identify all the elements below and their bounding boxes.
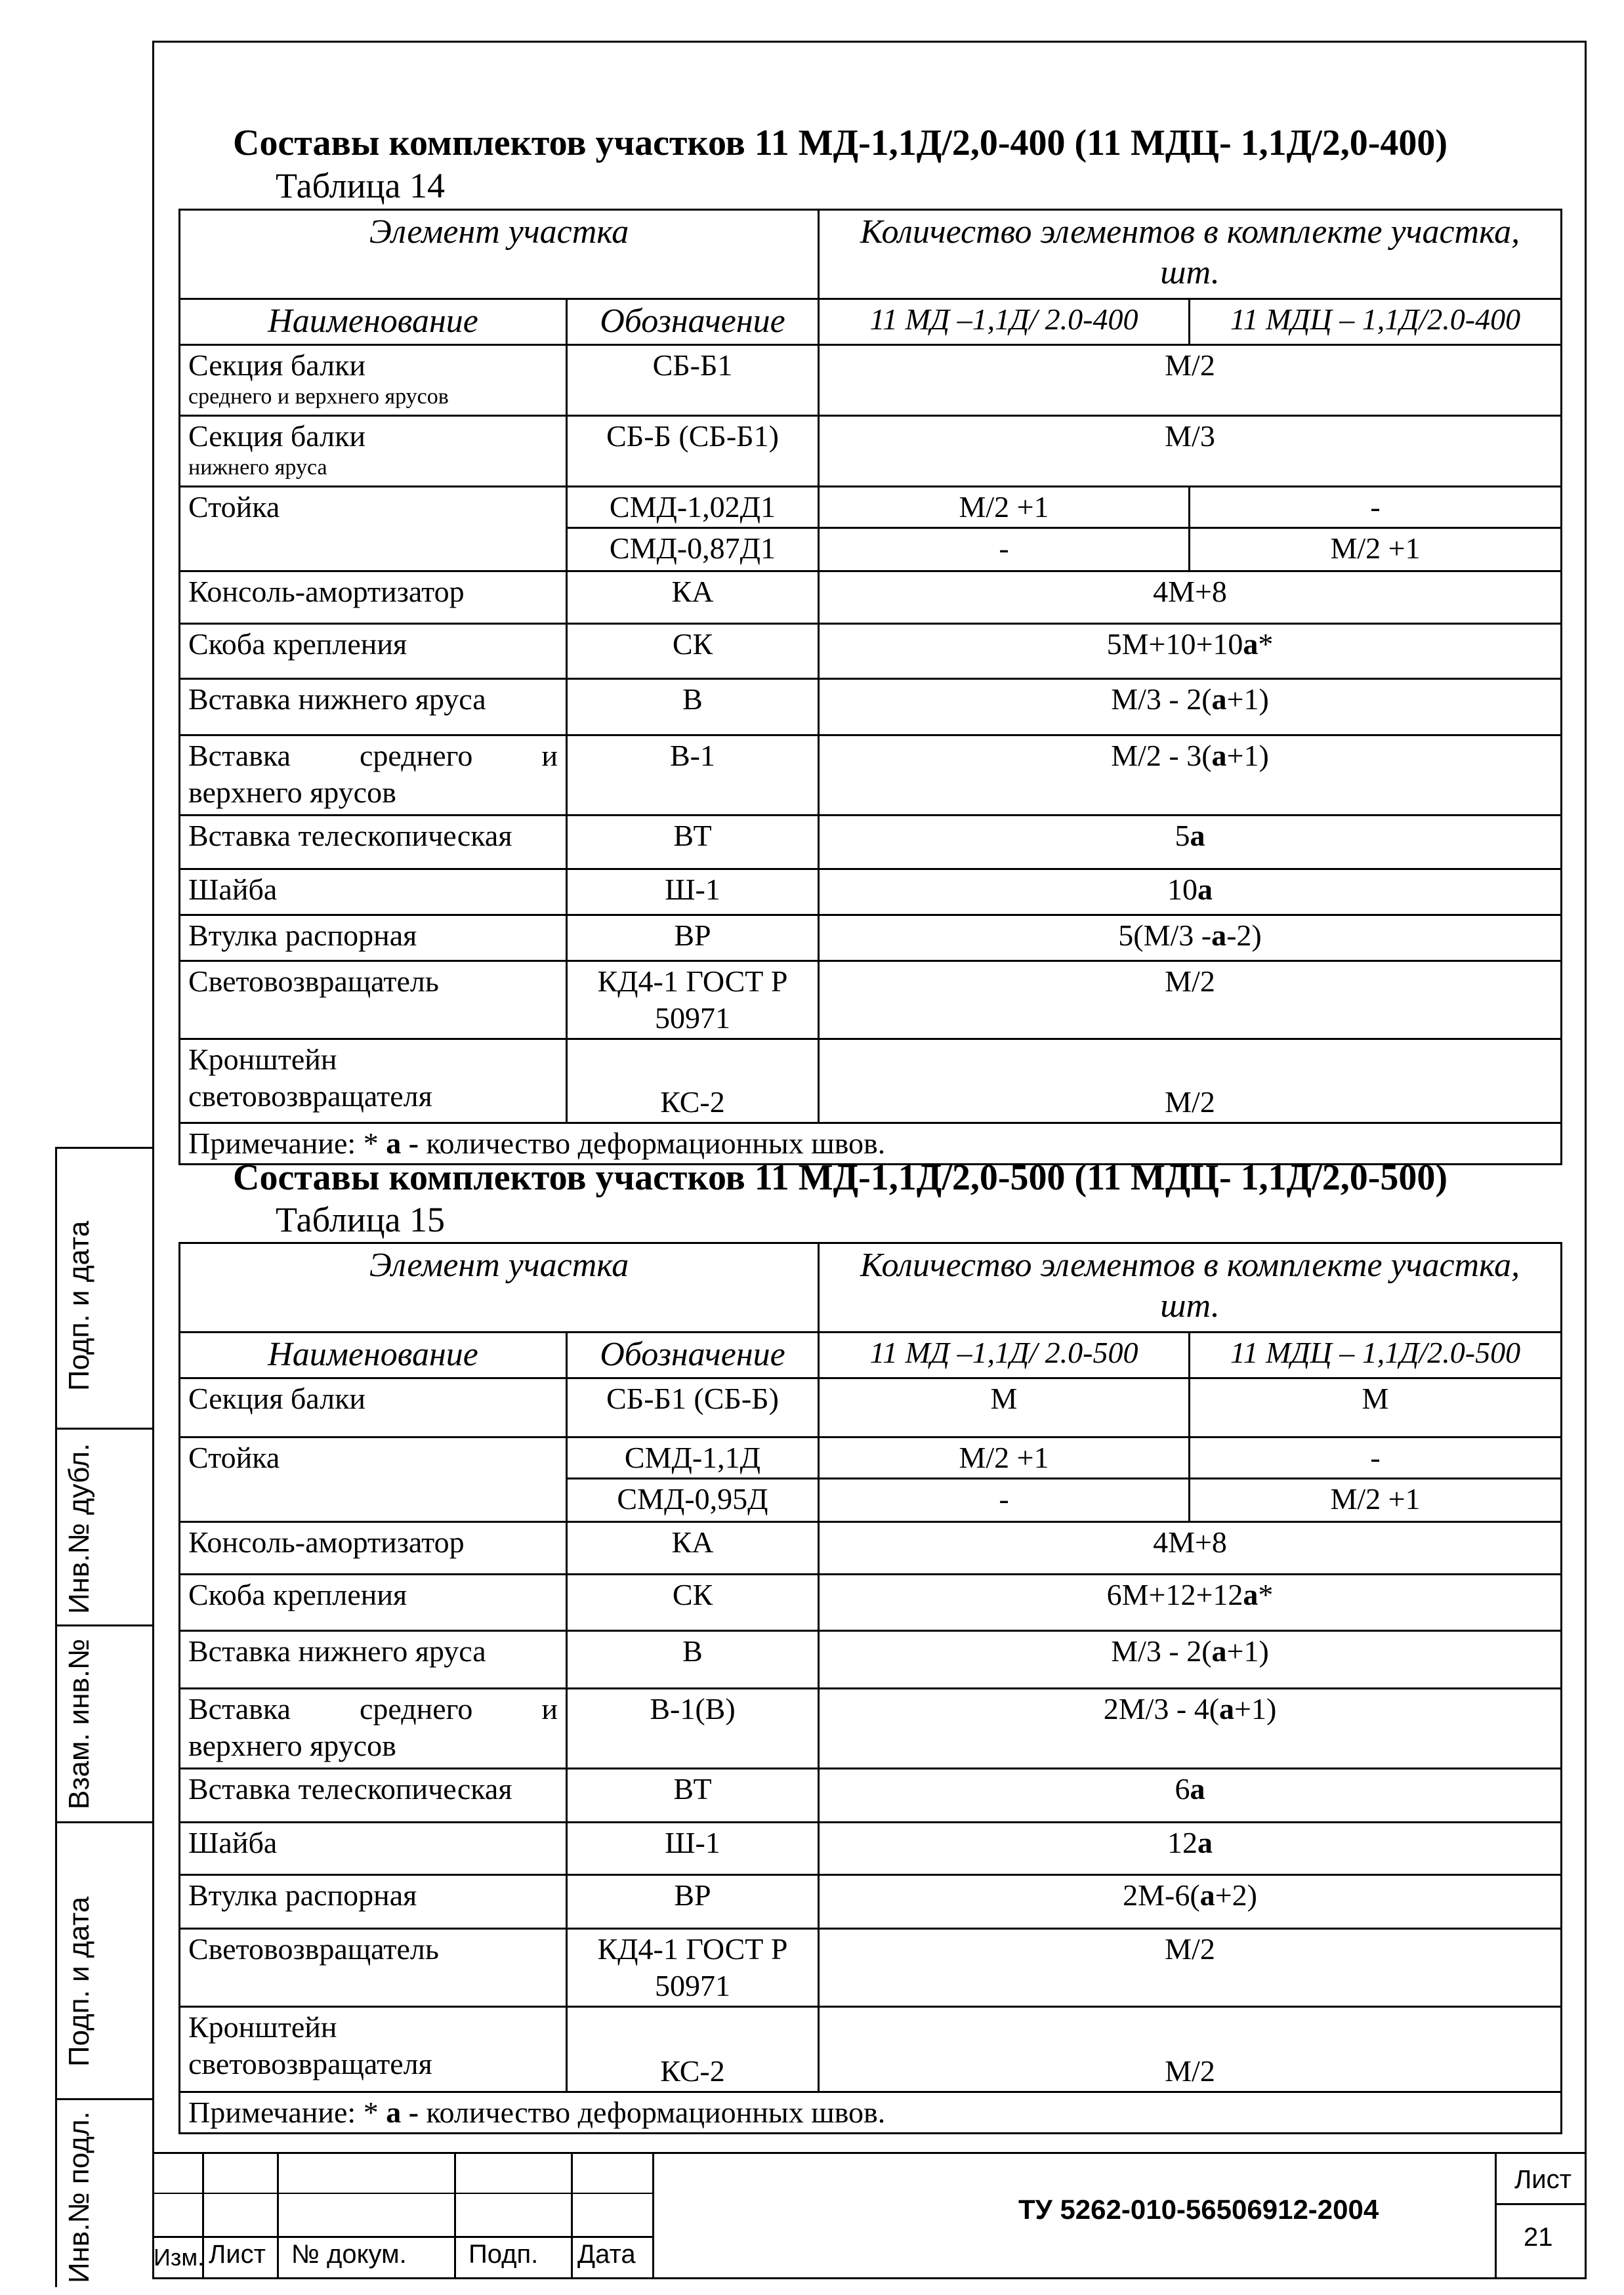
side-divider (55, 1624, 152, 1626)
row-designation: ВТ (567, 1769, 819, 1823)
row-designation: В (567, 679, 819, 735)
row-designation: КД4-1 ГОСТ Р 50971 (567, 961, 819, 1039)
header-col2: 11 МДЦ – 1,1Д/2.0-500 (1190, 1333, 1562, 1378)
row-name: Световозвращатель (180, 961, 567, 1039)
row-quantity: 5а (819, 816, 1562, 869)
table-row (180, 869, 1562, 915)
row-name: Секция балки (180, 1378, 567, 1437)
table-row (180, 1575, 1562, 1631)
row-quantity: 2М/3 - 4(а+1) (819, 1689, 1562, 1769)
row-name: Стойка (180, 487, 567, 571)
table-header-row (180, 1243, 1562, 1333)
row-designation: КА (567, 1522, 819, 1575)
row-name: Секция балки среднего и верхнего ярусов (180, 345, 567, 416)
row-designation: КА (567, 571, 819, 624)
row-name: Вставка телескопическая (180, 1769, 567, 1823)
row-quantity-col1: М/2 +1 (819, 487, 1190, 528)
row-quantity: М/2 (819, 1929, 1562, 2007)
row-name: Вставка нижнего яруса (180, 679, 567, 735)
row-name: Консоль-амортизатор (180, 571, 567, 624)
row-designation: В (567, 1631, 819, 1689)
header-col2: 11 МДЦ – 1,1Д/2.0-400 (1190, 299, 1562, 345)
row-name: Стойка (180, 1437, 567, 1522)
header-element: Элемент участка (180, 210, 819, 299)
tb-sheet-number: 21 (1524, 2223, 1553, 2252)
row-quantity: 4М+8 (819, 571, 1562, 624)
title-block-line (652, 2152, 654, 2279)
row-name: Вставка нижнего яруса (180, 1631, 567, 1689)
row-name: Кронштейн световозвращателя (180, 1039, 567, 1123)
header-col1: 11 МД –1,1Д/ 2.0-400 (819, 299, 1190, 345)
table-row (180, 1631, 1562, 1689)
title-block-line (277, 2152, 279, 2279)
row-quantity: 2М-6(а+2) (819, 1875, 1562, 1929)
side-divider (55, 1821, 152, 1823)
header-element: Элемент участка (180, 1243, 819, 1333)
title-block-line (571, 2152, 573, 2279)
row-quantity-col1: - (819, 528, 1190, 571)
row-name: Консоль-амортизатор (180, 1522, 567, 1575)
row-designation: СБ-Б (СБ-Б1) (567, 416, 819, 487)
table-subheader-row (180, 299, 1562, 345)
row-name: Шайба (180, 1823, 567, 1875)
row-name: Шайба (180, 869, 567, 915)
side-label-inv-dubl: Инв.№ дубл. (63, 1443, 95, 1614)
table-row (180, 679, 1562, 735)
row-quantity-col1: - (819, 1479, 1190, 1522)
side-label-podp-data-2: Подп. и дата (63, 1896, 95, 2067)
table-row (180, 1823, 1562, 1875)
table-row (180, 915, 1562, 961)
row-designation: ВР (567, 1875, 819, 1929)
row-name: Кронштейн световозвращателя (180, 2007, 567, 2092)
row-quantity: М/2 - 3(а+1) (819, 735, 1562, 816)
title-block-border (152, 2152, 1587, 2154)
row-designation: КД4-1 ГОСТ Р 50971 (567, 1929, 819, 2007)
tb-doc-number: № докум. (291, 2240, 407, 2269)
table-row (180, 345, 1562, 416)
row-designation: СМД-1,02Д1 (567, 487, 819, 528)
row-designation: ВТ (567, 816, 819, 869)
table-row (180, 416, 1562, 487)
row-designation: КС-2 (567, 2007, 819, 2092)
row-name: Втулка распорная (180, 915, 567, 961)
row-quantity-col2: - (1190, 1437, 1562, 1479)
table14-number: Таблица 14 (276, 166, 445, 205)
side-divider (55, 1428, 152, 1430)
table15-title: Составы комплектов участков 11 МД-1,1Д/2,0-500 (11 МДЦ- 1,1Д/2,0-500) (233, 1157, 1448, 1198)
row-name: Вставка телескопическая (180, 816, 567, 869)
row-quantity: 5(М/3 -а-2) (819, 915, 1562, 961)
row-quantity: 5М+10+10а* (819, 624, 1562, 679)
row-designation: СК (567, 624, 819, 679)
header-designation: Обозначение (567, 299, 819, 345)
title-block-line (152, 2193, 652, 2194)
title-block-line (1495, 2203, 1587, 2205)
table14 (178, 209, 1562, 1165)
row-designation: В-1 (567, 735, 819, 816)
row-designation: СМД-1,1Д (567, 1437, 819, 1479)
table-row (180, 1875, 1562, 1929)
table-row (180, 624, 1562, 679)
table15-number: Таблица 15 (276, 1200, 445, 1239)
table-row (180, 571, 1562, 624)
row-designation: Ш-1 (567, 1823, 819, 1875)
table14-title: Составы комплектов участков 11 МД-1,1Д/2,0-400 (11 МДЦ- 1,1Д/2,0-400) (233, 123, 1448, 163)
row-name: Скоба крепления (180, 624, 567, 679)
row-designation: КС-2 (567, 1039, 819, 1123)
table-row (180, 735, 1562, 816)
tb-signature: Подп. (468, 2240, 539, 2269)
row-quantity: М/2 (819, 1039, 1562, 1123)
header-designation: Обозначение (567, 1333, 819, 1378)
table-row (180, 1378, 1562, 1437)
side-label-vzam-inv: Взам. инв.№ (63, 1638, 95, 1809)
title-block-line (454, 2152, 456, 2279)
row-designation: В-1(В) (567, 1689, 819, 1769)
row-name: Втулка распорная (180, 1875, 567, 1929)
side-label-inv-podl: Инв.№ подл. (63, 2111, 95, 2283)
row-quantity-col2: М/2 +1 (1190, 528, 1562, 571)
header-name: Наименование (180, 1333, 567, 1378)
title-block-line (152, 2236, 652, 2238)
row-quantity-col1: М (819, 1378, 1190, 1437)
row-quantity: М/2 (819, 345, 1562, 416)
table-row (180, 1929, 1562, 2007)
side-divider (55, 2098, 152, 2100)
table-row (180, 1689, 1562, 1769)
header-quantity: Количество элементов в комплекте участка, шт. (819, 210, 1562, 299)
table-row (180, 1039, 1562, 1123)
row-designation: СБ-Б1 (567, 345, 819, 416)
table-row (180, 2007, 1562, 2092)
table-header-row (180, 210, 1562, 299)
table-note: Примечание: * а - количество деформационных швов. (180, 2092, 1562, 2134)
row-quantity: М/3 (819, 416, 1562, 487)
table-subheader-row (180, 1333, 1562, 1378)
table15 (178, 1242, 1562, 2134)
side-stamp-border (55, 1147, 57, 2287)
tb-document-code: ТУ 5262-010-56506912-2004 (1018, 2194, 1379, 2225)
row-quantity: 4М+8 (819, 1522, 1562, 1575)
table-note-row (180, 2092, 1562, 2134)
row-name: Вставка среднего и верхнего ярусов (180, 735, 567, 816)
row-designation: ВР (567, 915, 819, 961)
row-designation: СБ-Б1 (СБ-Б) (567, 1378, 819, 1437)
header-col1: 11 МД –1,1Д/ 2.0-500 (819, 1333, 1190, 1378)
row-quantity: М/3 - 2(а+1) (819, 1631, 1562, 1689)
tb-izm: Изм. (154, 2244, 205, 2271)
tb-date: Дата (577, 2240, 636, 2269)
side-label-podp-data: Подп. и дата (63, 1220, 95, 1391)
row-quantity-col2: - (1190, 487, 1562, 528)
row-quantity-col2: М (1190, 1378, 1562, 1437)
header-name: Наименование (180, 299, 567, 345)
row-quantity: 12а (819, 1823, 1562, 1875)
table-row (180, 816, 1562, 869)
title-block-line (1495, 2152, 1497, 2279)
side-divider (55, 1147, 152, 1149)
row-designation: СК (567, 1575, 819, 1631)
tb-list: Лист (209, 2240, 266, 2269)
row-quantity: М/3 - 2(а+1) (819, 679, 1562, 735)
row-name: Вставка среднего и верхнего ярусов (180, 1689, 567, 1769)
row-quantity: 6а (819, 1769, 1562, 1823)
table-row (180, 487, 1562, 528)
table-row (180, 1769, 1562, 1823)
table-row (180, 961, 1562, 1039)
row-quantity: М/2 (819, 961, 1562, 1039)
row-quantity: 10а (819, 869, 1562, 915)
row-designation: Ш-1 (567, 869, 819, 915)
row-name: Скоба крепления (180, 1575, 567, 1631)
row-name: Секция балки нижнего яруса (180, 416, 567, 487)
row-quantity-col1: М/2 +1 (819, 1437, 1190, 1479)
row-quantity: М/2 (819, 2007, 1562, 2092)
table-row (180, 1522, 1562, 1575)
tb-sheet-label: Лист (1514, 2165, 1572, 2194)
header-quantity: Количество элементов в комплекте участка, шт. (819, 1243, 1562, 1333)
row-designation: СМД-0,95Д (567, 1479, 819, 1522)
row-designation: СМД-0,87Д1 (567, 528, 819, 571)
row-name: Световозвращатель (180, 1929, 567, 2007)
row-quantity-col2: М/2 +1 (1190, 1479, 1562, 1522)
row-quantity: 6М+12+12а* (819, 1575, 1562, 1631)
title-block (152, 2152, 1587, 2279)
table-note: Примечание: * а - количество деформационных швов. (180, 1123, 1562, 1165)
table-row (180, 1437, 1562, 1479)
